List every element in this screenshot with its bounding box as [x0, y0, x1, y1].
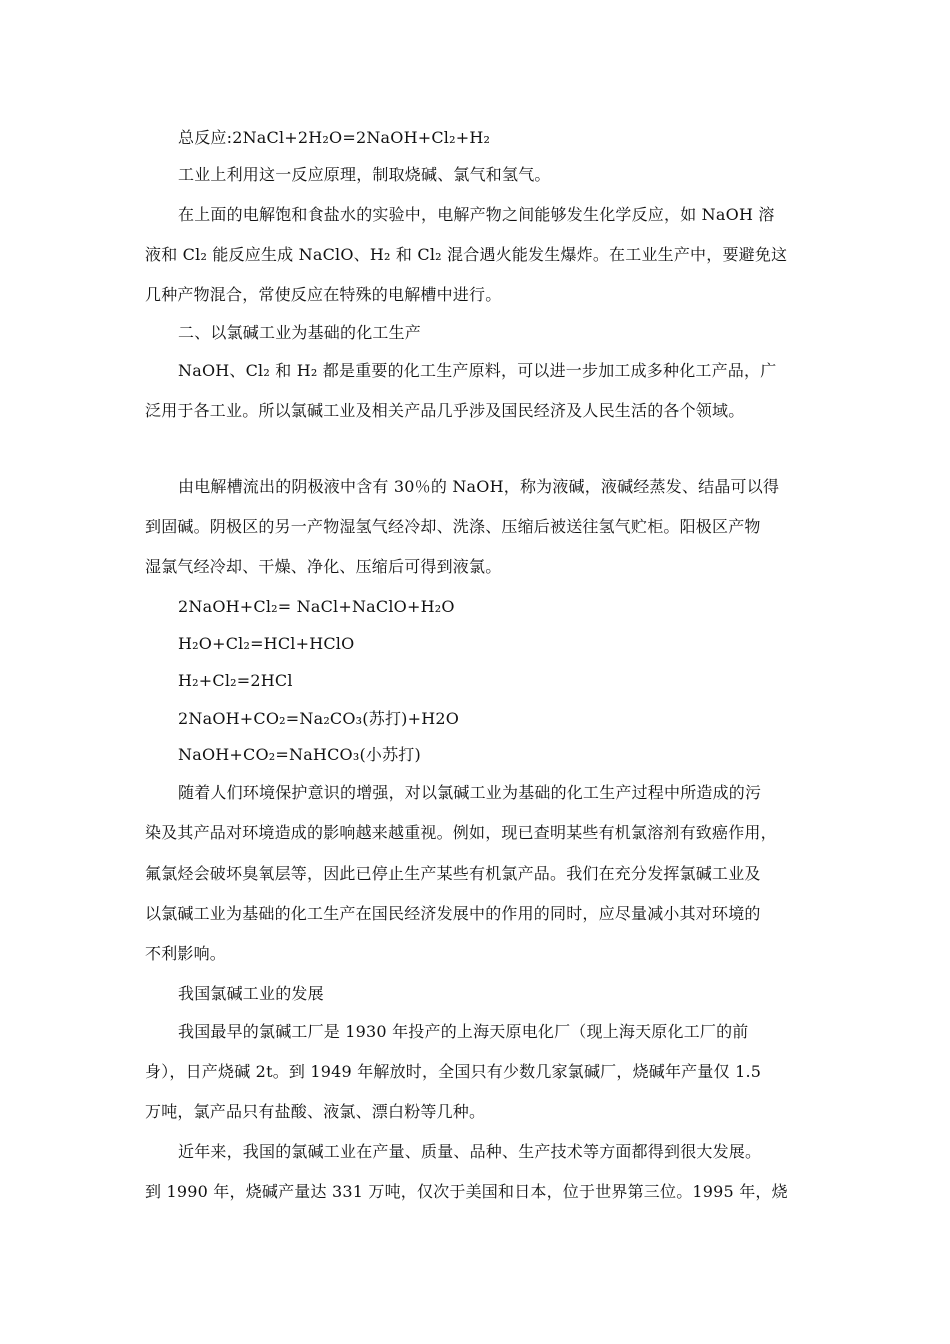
- paragraph-line: 随着人们环境保护意识的增强，对以氯碱工业为基础的化工生产过程中所造成的污: [178, 783, 762, 802]
- paragraph-line: 湿氯气经冷却、干燥、净化、压缩后可得到液氯。: [145, 557, 502, 576]
- paragraph-line: 到固碱。阴极区的另一产物湿氢气经冷却、洗涤、压缩后被送往氢气贮柜。阳极区产物: [145, 517, 761, 536]
- paragraph-line: 以氯碱工业为基础的化工生产在国民经济发展中的作用的同时，应尽量减小其对环境的: [145, 904, 761, 923]
- paragraph-line: 到 1990 年，烧碱产量达 331 万吨，仅次于美国和日本，位于世界第三位。1995 年，烧: [145, 1182, 788, 1201]
- subsection-heading: 我国氯碱工业的发展: [178, 984, 324, 1003]
- section-heading: 二、以氯碱工业为基础的化工生产: [178, 323, 422, 342]
- equation-line: 2NaOH+CO₂=Na₂CO₃(苏打)+H2O: [178, 709, 460, 728]
- paragraph-line: NaOH、Cl₂ 和 H₂ 都是重要的化工生产原料，可以进一步加工成多种化工产品，广: [178, 361, 777, 380]
- overall-reaction-line: 总反应:2NaCl+2H₂O=2NaOH+Cl₂+H₂: [178, 128, 491, 147]
- paragraph-line: 身），日产烧碱 2t。到 1949 年解放时，全国只有少数几家氯碱厂，烧碱年产量仅 1.5: [145, 1062, 762, 1081]
- paragraph-line: 我国最早的氯碱工厂是 1930 年投产的上海天原电化厂（现上海天原化工厂的前: [178, 1022, 749, 1041]
- paragraph-line: 不利影响。: [145, 944, 227, 963]
- equation-line: H₂O+Cl₂=HCl+HClO: [178, 634, 355, 653]
- equation-line: 2NaOH+Cl₂= NaCl+NaClO+H₂O: [178, 597, 455, 616]
- paragraph-line: 染及其产品对环境造成的影响越来越重视。例如，现已查明某些有机氯溶剂有致癌作用，: [145, 823, 777, 842]
- equation-line: NaOH+CO₂=NaHCO₃(小苏打): [178, 745, 421, 764]
- paragraph-line: 泛用于各工业。所以氯碱工业及相关产品几乎涉及国民经济及人民生活的各个领域。: [145, 401, 745, 420]
- paragraph-line: 由电解槽流出的阴极液中含有 30％的 NaOH，称为液碱，液碱经蒸发、结晶可以得: [178, 477, 780, 496]
- paragraph-line: 近年来，我国的氯碱工业在产量、质量、品种、生产技术等方面都得到很大发展。: [178, 1142, 762, 1161]
- paragraph-line: 几种产物混合，常使反应在特殊的电解槽中进行。: [145, 285, 502, 304]
- paragraph-line: 氟氯烃会破坏臭氧层等，因此已停止生产某些有机氯产品。我们在充分发挥氯碱工业及: [145, 864, 761, 883]
- equation-line: H₂+Cl₂=2HCl: [178, 671, 293, 690]
- paragraph-line: 在上面的电解饱和食盐水的实验中，电解产物之间能够发生化学反应，如 NaOH 溶: [178, 205, 775, 224]
- paragraph-line: 万吨，氯产品只有盐酸、液氯、漂白粉等几种。: [145, 1102, 486, 1121]
- paragraph-line: 工业上利用这一反应原理，制取烧碱、氯气和氢气。: [178, 165, 551, 184]
- paragraph-line: 液和 Cl₂ 能反应生成 NaClO、H₂ 和 Cl₂ 混合遇火能发生爆炸。在工业生产中，要避免这: [145, 245, 788, 264]
